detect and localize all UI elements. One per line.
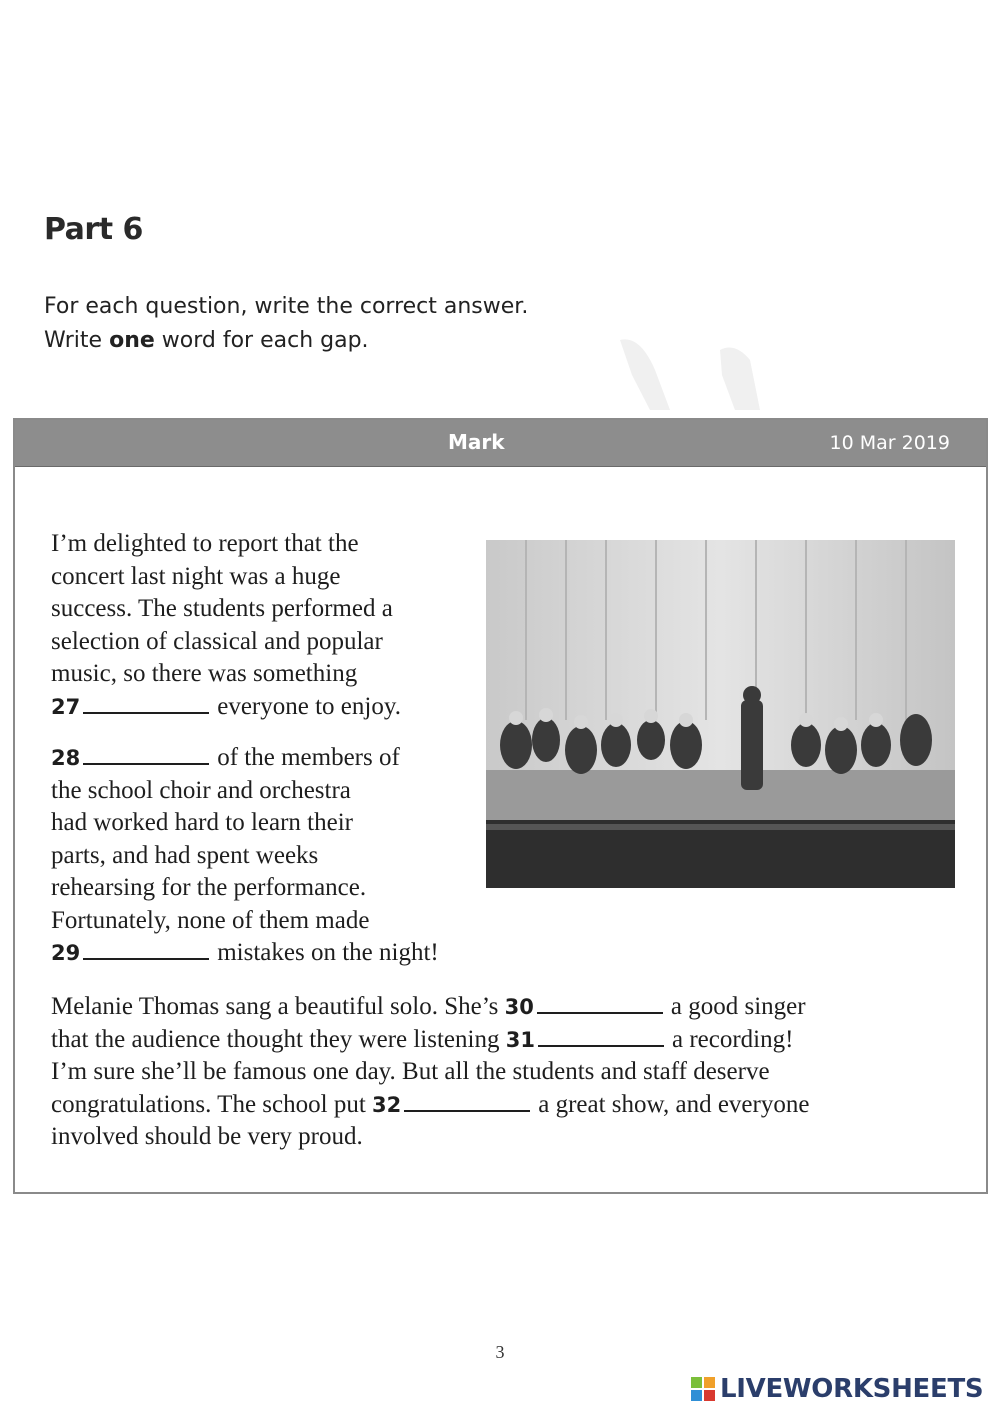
paragraph-3 [51, 991, 951, 1154]
answer-gap-32[interactable] [404, 1092, 530, 1112]
instruction-text: word for each gap. [154, 328, 369, 353]
text-line [51, 937, 491, 970]
text-line: parts, and had spent weeks [51, 841, 319, 869]
post-author: Mark [448, 430, 505, 454]
instruction-emphasis: one [109, 328, 155, 353]
answer-gap-27[interactable] [83, 694, 209, 714]
text-line [51, 991, 951, 1024]
text-fragment: Melanie Thomas sang a beautiful solo. She’s [51, 993, 499, 1020]
instruction-text: Write [44, 328, 110, 353]
question-number-31: 31 [505, 1027, 535, 1052]
question-number-30: 30 [504, 995, 534, 1019]
text-fragment: mistakes on the night! [217, 939, 439, 966]
text-fragment: of the members of [217, 744, 400, 771]
liveworksheets-logo-icon [690, 1376, 716, 1402]
text-fragment: everyone to enjoy. [217, 692, 401, 720]
text-line [51, 691, 471, 724]
text-line: had worked hard to learn their [51, 809, 353, 836]
text-fragment: a great show, and everyone [538, 1090, 810, 1118]
text-line: involved should be very proud. [51, 1123, 363, 1150]
text-line: music, so there was something [51, 660, 358, 687]
post-header [15, 420, 986, 467]
text-line: I’m sure she’ll be famous one day. But all the students and staff deserve [51, 1058, 770, 1085]
question-number-29: 29 [51, 941, 81, 965]
text-line: I’m delighted to report that the [51, 530, 359, 557]
text-line: Fortunately, none of them made [51, 906, 370, 934]
instruction-line-1: For each question, write the correct answer. [44, 294, 529, 319]
text-line: selection of classical and popular [51, 627, 383, 655]
text-fragment: a recording! [671, 1025, 794, 1053]
instruction-line-2 [44, 324, 528, 358]
paragraph-1 [51, 528, 471, 723]
page-number: 3 [495, 1342, 505, 1362]
text-line: concert last night was a huge [51, 562, 341, 590]
paragraph-2 [51, 742, 491, 970]
orchestra-photo [486, 540, 955, 888]
text-fragment: that the audience thought they were listening [51, 1025, 500, 1053]
answer-gap-31[interactable] [538, 1027, 664, 1047]
instructions [44, 290, 528, 358]
question-number-32: 32 [372, 1092, 402, 1117]
answer-gap-30[interactable] [537, 994, 663, 1014]
text-line: rehearsing for the performance. [51, 874, 367, 901]
question-number-28: 28 [51, 746, 81, 770]
watermark-mark [610, 330, 770, 410]
post-date: 10 Mar 2019 [829, 432, 950, 454]
logo-text: LIVEWORKSHEETS [720, 1374, 984, 1404]
text-line: the school choir and orchestra [51, 776, 351, 804]
text-line [51, 1089, 951, 1122]
text-fragment: congratulations. The school put [51, 1090, 366, 1118]
post-box [13, 418, 988, 1194]
text-line: success. The students performed a [51, 595, 393, 622]
question-number-27: 27 [51, 694, 81, 719]
part-title: Part 6 [44, 212, 143, 247]
answer-gap-29[interactable] [83, 940, 209, 960]
text-line [51, 742, 491, 775]
liveworksheets-logo[interactable] [690, 1372, 983, 1406]
answer-gap-28[interactable] [83, 745, 209, 765]
text-line [51, 1024, 951, 1057]
text-fragment: a good singer [670, 993, 806, 1020]
